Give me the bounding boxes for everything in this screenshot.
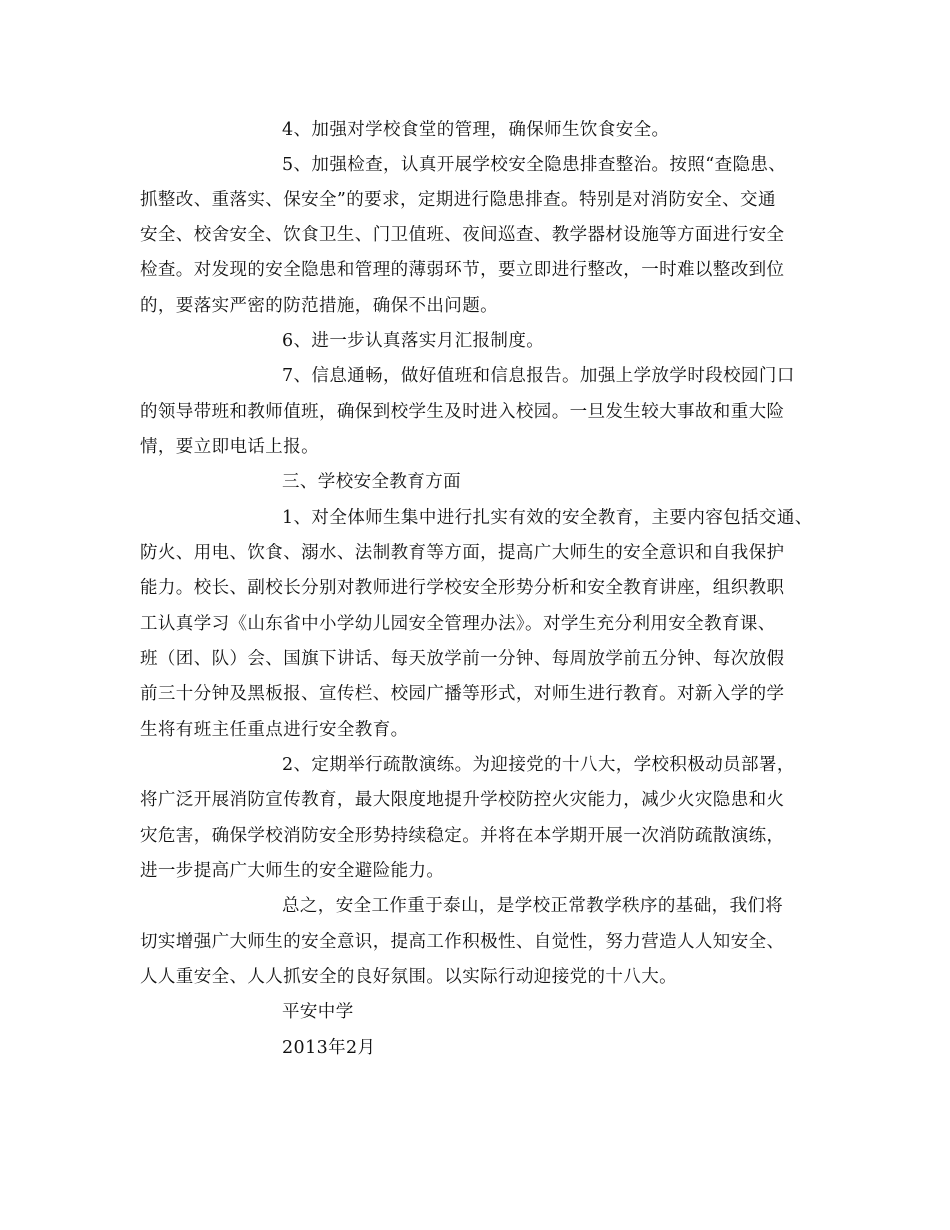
text-line: 1、对全体师生集中进行扎实有效的安全教育，主要内容包括交通、	[282, 508, 813, 528]
text-line: 6、进一步认真落实月汇报制度。	[282, 331, 545, 351]
text-line: 情，要立即电话上报。	[140, 437, 319, 457]
text-line: 检查。对发现的安全隐患和管理的薄弱环节，要立即进行整改，一时难以整改到位	[140, 260, 785, 280]
text-line: 班（团、队）会、国旗下讲话、每天放学前一分钟、每周放学前五分钟、每次放假	[140, 649, 785, 669]
text-line: 的，要落实严密的防范措施，确保不出问题。	[140, 296, 498, 316]
text-line: 切实增强广大师生的安全意识，提高工作积极性、自觉性，努力营造人人知安全、	[140, 932, 785, 952]
text-line: 前三十分钟及黑板报、宣传栏、校园广播等形式，对师生进行教育。对新入学的学	[140, 684, 785, 704]
text-line: 5、加强检查，认真开展学校安全隐患排查整治。按照“查隐患、	[282, 155, 787, 175]
text-line: 人人重安全、人人抓安全的良好氛围。以实际行动迎接党的十八大。	[140, 967, 677, 987]
text-line: 将广泛开展消防宣传教育，最大限度地提升学校防控火灾能力，减少火灾隐患和火	[140, 790, 785, 810]
text-line: 抓整改、重落实、保安全”的要求，定期进行隐患排查。特别是对消防安全、交通	[140, 190, 776, 210]
text-line: 2、定期举行疏散演练。为迎接党的十八大，学校积极动员部署，	[282, 755, 795, 775]
text-line: 灾危害，确保学校消防安全形势持续稳定。并将在本学期开展一次消防疏散演练，	[140, 826, 785, 846]
text-line: 的领导带班和教师值班，确保到校学生及时进入校园。一旦发生较大事故和重大险	[140, 402, 785, 422]
section-heading: 三、学校安全教育方面	[282, 472, 461, 492]
text-line: 4、加强对学校食堂的管理，确保师生饮食安全。	[282, 120, 670, 140]
signature-date: 2013年2月	[282, 1038, 376, 1058]
signature-organization: 平安中学	[282, 1002, 354, 1022]
text-line: 防火、用电、饮食、溺水、法制教育等方面，提高广大师生的安全意识和自我保护	[140, 543, 785, 563]
text-line: 安全、校舍安全、饮食卫生、门卫值班、夜间巡查、教学器材设施等方面进行安全	[140, 225, 785, 245]
text-line: 工认真学习《山东省中小学幼儿园安全管理办法》。对学生充分利用安全教育课、	[140, 614, 776, 634]
text-line: 生将有班主任重点进行安全教育。	[140, 720, 409, 740]
text-line: 进一步提高广大师生的安全避险能力。	[140, 861, 445, 881]
text-line: 总之，安全工作重于泰山，是学校正常教学秩序的基础，我们将	[282, 896, 784, 916]
text-line: 能力。校长、副校长分别对教师进行学校安全形势分析和安全教育讲座，组织教职	[140, 578, 785, 598]
text-line: 7、信息通畅，做好值班和信息报告。加强上学放学时段校园门口	[282, 366, 795, 386]
